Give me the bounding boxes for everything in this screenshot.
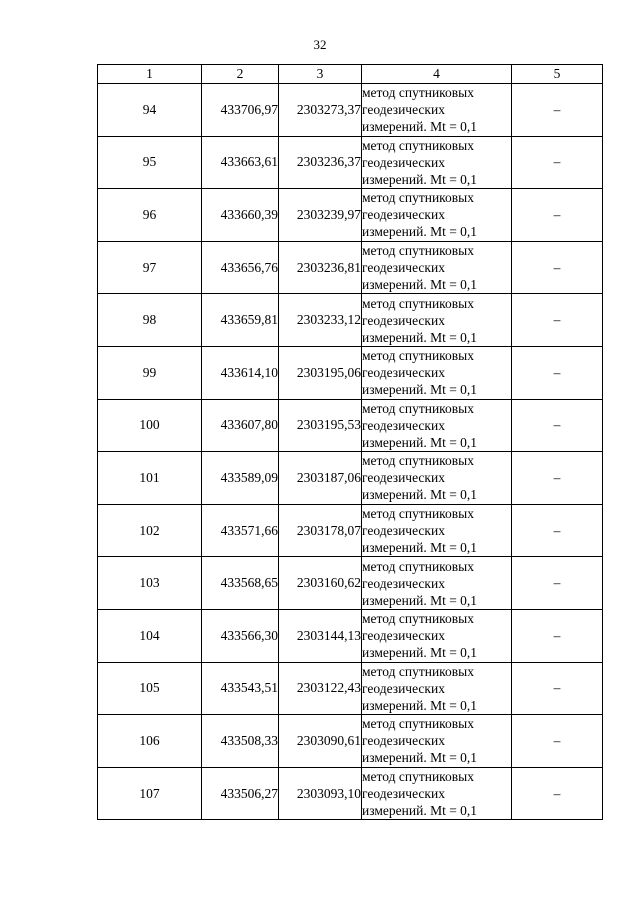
coordinate-y: 2303178,07 [279, 504, 362, 557]
header-col-5: 5 [512, 65, 603, 84]
point-number: 103 [98, 557, 202, 610]
note-cell: – [512, 241, 603, 294]
coordinate-y: 2303236,81 [279, 241, 362, 294]
coordinates-table [97, 64, 603, 820]
note-cell: – [512, 504, 603, 557]
coordinate-y: 2303093,10 [279, 767, 362, 820]
method-description: метод спутниковых геодезических измерений. Mt = 0,1 [362, 504, 512, 557]
coordinate-x: 433571,66 [202, 504, 279, 557]
note-cell: – [512, 136, 603, 189]
method-description: метод спутниковых геодезических измерений. Mt = 0,1 [362, 609, 512, 662]
header-col-2: 2 [202, 65, 279, 84]
coordinate-y: 2303195,53 [279, 399, 362, 452]
table-row [98, 609, 603, 662]
coordinate-y: 2303187,06 [279, 452, 362, 505]
method-description: метод спутниковых геодезических измерений. Mt = 0,1 [362, 767, 512, 820]
coordinate-x: 433566,30 [202, 609, 279, 662]
point-number: 100 [98, 399, 202, 452]
point-number: 98 [98, 294, 202, 347]
table-row [98, 136, 603, 189]
note-cell: – [512, 189, 603, 242]
note-cell: – [512, 609, 603, 662]
method-description: метод спутниковых геодезических измерений. Mt = 0,1 [362, 294, 512, 347]
table-row [98, 662, 603, 715]
table-row [98, 767, 603, 820]
method-description: метод спутниковых геодезических измерений. Mt = 0,1 [362, 189, 512, 242]
note-cell: – [512, 557, 603, 610]
point-number: 105 [98, 662, 202, 715]
table-row [98, 504, 603, 557]
point-number: 104 [98, 609, 202, 662]
method-description: метод спутниковых геодезических измерений. Mt = 0,1 [362, 136, 512, 189]
method-description: метод спутниковых геодезических измерений. Mt = 0,1 [362, 241, 512, 294]
point-number: 96 [98, 189, 202, 242]
table-row [98, 452, 603, 505]
note-cell: – [512, 715, 603, 768]
note-cell: – [512, 84, 603, 137]
point-number: 95 [98, 136, 202, 189]
table-row [98, 84, 603, 137]
note-cell: – [512, 294, 603, 347]
table-row [98, 241, 603, 294]
table-row [98, 399, 603, 452]
coordinate-x: 433568,65 [202, 557, 279, 610]
page-number: 32 [313, 37, 327, 52]
coordinate-x: 433656,76 [202, 241, 279, 294]
coordinate-x: 433589,09 [202, 452, 279, 505]
coordinate-y: 2303195,06 [279, 346, 362, 399]
coordinate-y: 2303233,12 [279, 294, 362, 347]
method-description: метод спутниковых геодезических измерений. Mt = 0,1 [362, 662, 512, 715]
method-description: метод спутниковых геодезических измерений. Mt = 0,1 [362, 452, 512, 505]
note-cell: – [512, 399, 603, 452]
header-col-4: 4 [362, 65, 512, 84]
table-header-row [98, 65, 603, 84]
method-description: метод спутниковых геодезических измерений. Mt = 0,1 [362, 346, 512, 399]
point-number: 94 [98, 84, 202, 137]
coordinate-y: 2303090,61 [279, 715, 362, 768]
table-row [98, 294, 603, 347]
header-col-3: 3 [279, 65, 362, 84]
coordinate-x: 433508,33 [202, 715, 279, 768]
coordinate-x: 433607,80 [202, 399, 279, 452]
note-cell: – [512, 346, 603, 399]
coordinate-y: 2303160,62 [279, 557, 362, 610]
note-cell: – [512, 452, 603, 505]
coordinate-x: 433614,10 [202, 346, 279, 399]
point-number: 106 [98, 715, 202, 768]
coordinate-x: 433659,81 [202, 294, 279, 347]
note-cell: – [512, 662, 603, 715]
note-cell: – [512, 767, 603, 820]
coordinate-x: 433543,51 [202, 662, 279, 715]
coordinate-y: 2303239,97 [279, 189, 362, 242]
method-description: метод спутниковых геодезических измерений. Mt = 0,1 [362, 84, 512, 137]
coordinate-x: 433660,39 [202, 189, 279, 242]
point-number: 101 [98, 452, 202, 505]
point-number: 107 [98, 767, 202, 820]
header-col-1: 1 [98, 65, 202, 84]
table-row [98, 557, 603, 610]
coordinate-x: 433706,97 [202, 84, 279, 137]
point-number: 97 [98, 241, 202, 294]
method-description: метод спутниковых геодезических измерений. Mt = 0,1 [362, 715, 512, 768]
coordinate-x: 433506,27 [202, 767, 279, 820]
coordinate-y: 2303236,37 [279, 136, 362, 189]
coordinate-y: 2303122,43 [279, 662, 362, 715]
coordinate-x: 433663,61 [202, 136, 279, 189]
coordinate-y: 2303273,37 [279, 84, 362, 137]
point-number: 99 [98, 346, 202, 399]
method-description: метод спутниковых геодезических измерений. Mt = 0,1 [362, 399, 512, 452]
table-row [98, 346, 603, 399]
table-row [98, 189, 603, 242]
table-row [98, 715, 603, 768]
method-description: метод спутниковых геодезических измерений. Mt = 0,1 [362, 557, 512, 610]
point-number: 102 [98, 504, 202, 557]
coordinate-y: 2303144,13 [279, 609, 362, 662]
